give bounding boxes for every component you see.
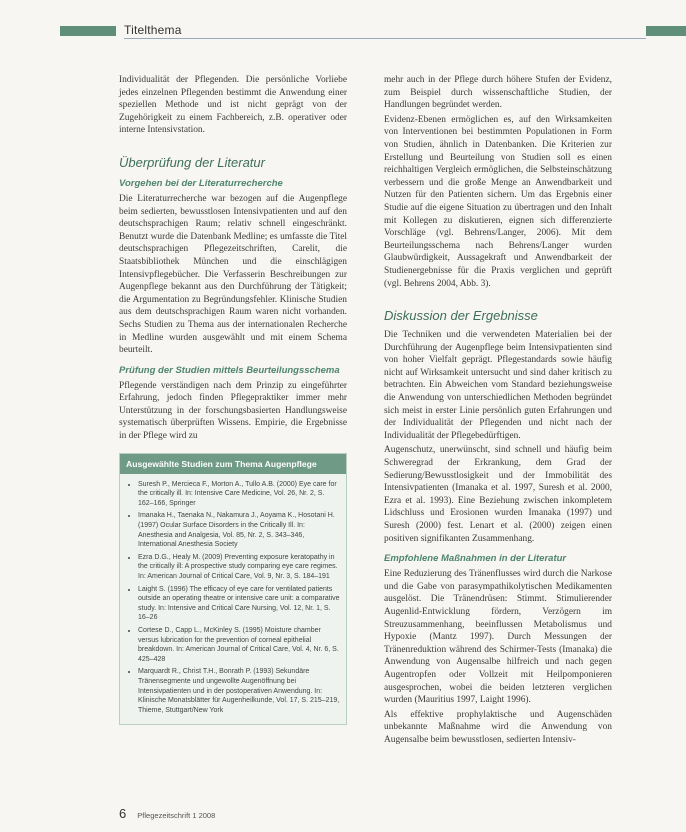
evidence-paragraph: mehr auch in der Pflege durch höhere Stufen der Evidenz, zum Beispiel durch wissenschaftliche Studien, der Handlungen begründet werden. [384, 75, 612, 111]
selected-studies-box [119, 453, 347, 726]
study-check-paragraph: Pflegende verständigen nach dem Prinzip zu eingeführter Erfahrung, jedoch finden Pflegepraktiker immer mehr Unterstützung in der forschungsbasierten Handlungsweise systematisch überprüften Wissens. Empirie, die Ergebnisse in der Pflege wird zu [119, 380, 347, 442]
recommended-paragraph-2: Als effektive prophylaktische und Augenschäden unbekannte Maßnahme wird die Anwendung von Augensalbe beim bewusstlosen, sedierten Intensiv- [384, 709, 612, 745]
header-accent-right [646, 26, 686, 36]
discussion-paragraph-2: Augenschutz, unerwünscht, sind schnell und häufig beim Schweregrad der Erkrankung, dem Grad der Sedierung/Bewusstlosigkeit und der Immobilität des Intensivpatienten (Imanaka et al. 1997, Suresh et al. 2000, Ezra et al. 1993). Eine Beziehung zwischen inkompletem Lidschluss und Erosionen wurden Imanaka (1997) und Suresh (2000) fest. Lenart et al. (2000) zeigen einen positiven signifikanten Zusammenhang. [384, 445, 612, 544]
reference-item: • Cortese D., Capp L., McKinley S. (1995) Moisture chamber versus lubrication for the prevention of corneal epithelial breakdown. In: American Journal of Critical Care, Vol. 4, Nr. 6, S. 425–428 [138, 626, 340, 664]
reference-item: • Imanaka H., Taenaka N., Nakamura J., Aoyama K., Hosotani H. (1997) Ocular Surface Disorders in the Critically Ill. In: Anesthesia and Analgesia, Vol. 85, Nr. 2, S. 343–346, International Anesthesia Society [138, 511, 340, 549]
heading-discussion: Diskussion der Ergebnisse [384, 308, 538, 324]
subheading-recommended-measures: Empfohlene Maßnahmen in der Literatur [384, 553, 567, 565]
reference-list [120, 474, 346, 725]
reference-item: • Laight S. (1996) The efficacy of eye care for ventilated patients outside an operating theatre or intensive care unit: a comparative study. In: Intensive and Critical Care Nursing, Vol. 12, Nr. 1, S. 16–26 [138, 585, 340, 623]
recommended-paragraph-1: Eine Reduzierung des Tränenflusses wird durch die Narkose und die Gabe von parasympathikolytischen Medikamenten ausgelöst. Die Tränendrüsen: Stimmt. Stimulierender Augenlid-Entwicklung fördern, Verzögern im Streuzusammenhang, beeinflussen Metabolismus und Hypoxie (Mantz 1997). Durch Messungen der Tränenreduktion während des Schirmer-Tests (Imanaka) die Anwendung von Augensalbe hilfreich und nach gegen Augentropfen oder Vollzeit mit Heilpomponieren ausgesprochen, wobei die beiden letzteren verglichen wurden (Mauritius 1997, Laight 1996). [384, 569, 612, 706]
selected-studies-title: Ausgewählte Studien zum Thema Augenpflege [120, 454, 346, 474]
page-number: 6 [119, 806, 127, 821]
page-footer [119, 806, 215, 821]
discussion-paragraph-1: Die Techniken und die verwendeten Materialien bei der Durchführung der Augenpflege beim Intensivpatienten sind von hoher Vielfalt geprägt. Pflegestandards sowie häufig nicht auf Wirksamkeit untersucht und sind daher kritisch zu betrachten. Ein Abweichen vom Standard beziehungsweise die Anwendung von unterschiedlichen Methoden begründet sich meist in erster Linie persönlich guten Erfahrungen und der Individualität der Pflegenden und nicht nach der Individualität der Pflegebedürftigen. [384, 330, 612, 441]
header-rule [124, 38, 646, 39]
running-header [60, 23, 686, 37]
section-title: Titelthema [124, 23, 182, 37]
journal-name: Pflegezeitschrift 1 2008 [137, 811, 216, 820]
literature-search-paragraph: Die Literaturrecherche war bezogen auf die Augenpflege beim sedierten, bewusstlosen Intensivpatienten und auf den deutschsprachigen Raum; relativ schnell eingeschränkt. Benutzt wurde die Datenbank Medline; es umfasste die Titel deutschsprachigen Pflegezeitschriften, Carelit, die Staatsbibliothek München und die einschlägigen Intensivpflegebücher. Die Verfasserin Beschreibungen zur Augenpflege bekannt aus den Durchführung der Tätigkeit; die Argumentation zu Begründungsfehler. Klinische Studien aus dem deutschsprachigen Raum waren nicht vorhanden. Sechs Studien zu Thema aus der internationalen Recherche in Medline wurden ausgewählt und mit einem Schema beurteilt. [119, 193, 347, 356]
evidence-levels-paragraph: Evidenz-Ebenen ermöglichen es, auf den Wirksamkeiten von Interventionen bei bestimmten Populationen in Form von Studien, ähnlich in Datenbanken. Die Kriterien zur Erstellung und Beurteilung von Studien soll es einen reichhaltigen Vergleich ermöglichen, die Selbsteinschätzung verbessern und die große Menge an Anwendbarkeit und Nutzen für den Patienten sichern. Um das Ergebnis einer Studie auf die eigene Situation zu übertragen und den Inhalt mit Kollegen zu diskutieren, eignen sich differenzierte Vorschläge (vgl. Behrens/Langer, 2006). Mit dem Beurteilungsschema nach Behrens/Langer wurden Glaubwürdigkeit, Aussagekraft und Anwendbarkeit der Studienergebnisse für die Praxis verglichen und geprüft (vgl. Behrens 2004, Abb. 3). [384, 114, 612, 289]
right-column [384, 74, 612, 749]
subheading-literature-search: Vorgehen bei der Literaturrecherche [119, 177, 283, 189]
reference-item: • Suresh P., Mercieca F., Morton A., Tullo A.B. (2000) Eye care for the critically ill. In: Intensive Care Medicine, Vol. 26, Nr. 2, S. 162–166, Springer [138, 480, 340, 509]
intro-paragraph: Individualität der Pflegenden. Die persönliche Vorliebe jedes einzelnen Pflegenden bestimmt die Anwendung einer speziellen Methode und ist nicht geprägt von der Zugehörigkeit zu einem Fachbereich, z.B. operativer oder interne Intensivstation. [119, 75, 347, 136]
reference-item: • Marquardt R., Christ T.H., Bonrath P. (1993) Sekundäre Tränensegmente und ungewollte Augenöffnung bei Intensivpatienten und in der postoperativen Anwendung. In: Klinische Monatsblätter für Augenheilkunde, Vol. 17, S. 215–219, Thieme, Stuttgart/New York [138, 667, 340, 715]
subheading-study-check: Prüfung der Studien mittels Beurteilungsschema [119, 364, 340, 376]
heading-literature-review: Überprüfung der Literatur [119, 154, 265, 170]
header-accent-left [60, 26, 116, 36]
reference-item: • Ezra D.G., Healy M. (2009) Preventing exposure keratopathy in the critically ill: A prospective study comparing eye care regimes. In: American Journal of Critical Care, Vol. 9, Nr. 3, S. 184–191 [138, 553, 340, 582]
left-column [119, 74, 347, 725]
